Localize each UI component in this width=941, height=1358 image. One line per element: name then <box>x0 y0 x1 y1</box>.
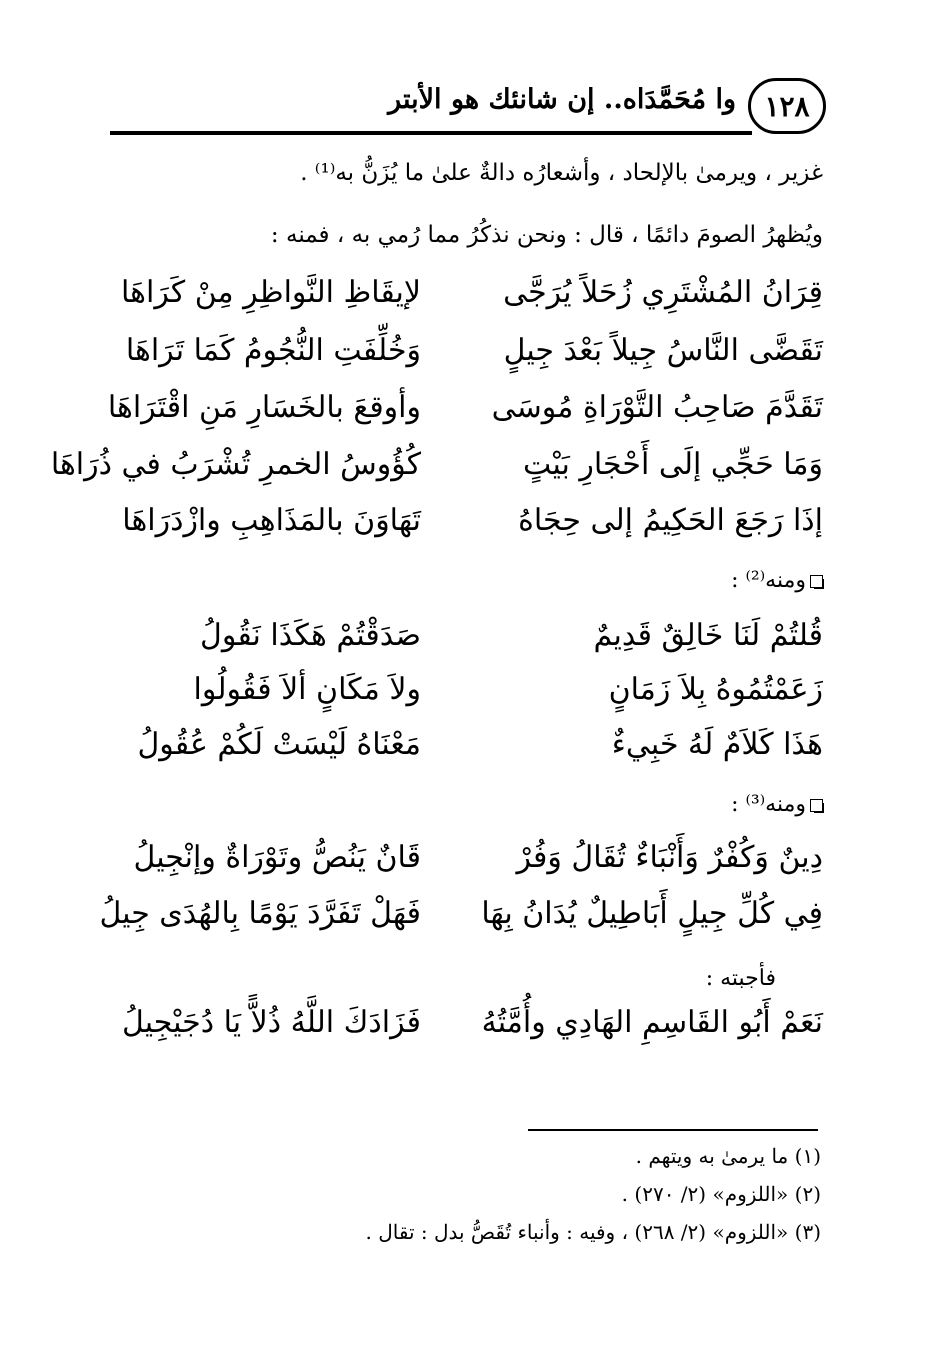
verse-4-1-second-hemistich: فَزَادَكَ اللَّهُ ذُلاًّ يَا دُجَيْجِيلُ <box>121 1005 421 1040</box>
reply-intro: فأجبته : <box>705 966 776 991</box>
verse-1-1-first-hemistich: قِرَانُ المُشْتَرِي زُحَلاً يُرَجَّى <box>503 275 823 310</box>
verse-2-3-first-hemistich: هَذَا كَلاَمٌ لَهُ خَبِيءٌ <box>611 727 823 762</box>
verse-3-2-second-hemistich: فَهَلْ تَفَرَّدَ يَوْمًا بِالهُدَى جِيلُ <box>99 896 421 931</box>
verse-1-4-second-hemistich: كُؤُوسُ الخمرِ تُشْرَبُ في ذُرَاهَا <box>50 447 421 482</box>
poem-3-intro: ومنه⁽³⁾ : <box>623 792 823 817</box>
verse-3-1-second-hemistich: قَانٌ يَنُصُّ وتَوْرَاةٌ وإنْجِيلُ <box>133 840 421 875</box>
verse-2-2-second-hemistich: ولاَ مَكَانٍ ألاَ فَقُولُوا <box>193 672 421 707</box>
prose-line-2: ويُظهرُ الصومَ دائمًا ، قال : ونحن نذكُرُ مما رُمي به ، فمنه : <box>270 222 823 248</box>
header-rule <box>110 131 752 135</box>
footnote-2: (٢) «اللزوم» (٢/ ٢٧٠) . <box>621 1182 821 1206</box>
verse-1-1-second-hemistich: لإيقَاظِ النَّواظِرِ مِنْ كَرَاهَا <box>121 275 421 310</box>
page-number: ١٢٨ <box>764 89 810 123</box>
verse-1-3-first-hemistich: تَقَدَّمَ صَاحِبُ التَّوْرَاةِ مُوسَى <box>491 390 823 425</box>
verse-3-2-first-hemistich: فِي كُلِّ جِيلٍ أَبَاطِيلٌ يُدَانُ بِهَا <box>481 896 823 931</box>
verse-3-1-first-hemistich: دِينٌ وَكُفْرٌ وَأَنْبَاءٌ تُقَالُ وَفُرْ <box>516 840 823 875</box>
square-bullet-icon <box>810 799 823 812</box>
verse-1-2-first-hemistich: تَقَضَّى النَّاسُ جِيلاً بَعْدَ جِيلٍ <box>503 333 823 368</box>
verse-2-1-first-hemistich: قُلتُمْ لَنَا خَالِقٌ قَدِيمٌ <box>593 618 823 653</box>
verse-1-3-second-hemistich: وأوقعَ بالخَسَارِ مَنِ اقْتَرَاهَا <box>107 390 421 425</box>
footnote-1: (١) ما يرمىٰ به ويتهم . <box>635 1144 821 1168</box>
verse-1-2-second-hemistich: وَخُلِّفَتِ النُّجُومُ كَمَا تَرَاهَا <box>125 333 421 368</box>
verse-4-1-first-hemistich: نَعَمْ أَبُو القَاسِمِ الهَادِي وأُمَّتُهُ <box>481 1005 823 1040</box>
footnote-rule <box>528 1129 818 1131</box>
verse-1-4-first-hemistich: وَمَا حَجِّي إلَى أَحْجَارِ بَيْتٍ <box>523 447 823 482</box>
poem-2-intro: ومنه⁽²⁾ : <box>623 568 823 593</box>
page-number-badge <box>748 78 826 134</box>
prose-line-1: غزير ، ويرمىٰ بالإلحاد ، وأشعارُه دالةٌ علىٰ ما يُزَنُّ به⁽¹⁾ . <box>300 160 823 186</box>
running-title: وا مُحَمَّدَاه.. إن شانئك هو الأبتر <box>388 84 736 115</box>
verse-1-5-second-hemistich: تَهَاوَنَ بالمَذَاهِبِ وازْدَرَاهَا <box>122 503 421 538</box>
square-bullet-icon <box>810 575 823 588</box>
footnote-3: (٣) «اللزوم» (٢/ ٢٦٨) ، وفيه : وأنباء تُقَصُّ بدل : تقال . <box>365 1220 821 1244</box>
verse-2-2-first-hemistich: زَعَمْتُمُوهُ بِلاَ زَمَانٍ <box>608 672 823 707</box>
verse-1-5-first-hemistich: إذَا رَجَعَ الحَكِيمُ إلى حِجَاهُ <box>518 503 823 538</box>
verse-2-1-second-hemistich: صَدَقْتُمْ هَكَذَا نَقُولُ <box>200 618 421 653</box>
verse-2-3-second-hemistich: مَعْنَاهُ لَيْسَتْ لَكُمْ عُقُولُ <box>137 727 421 762</box>
